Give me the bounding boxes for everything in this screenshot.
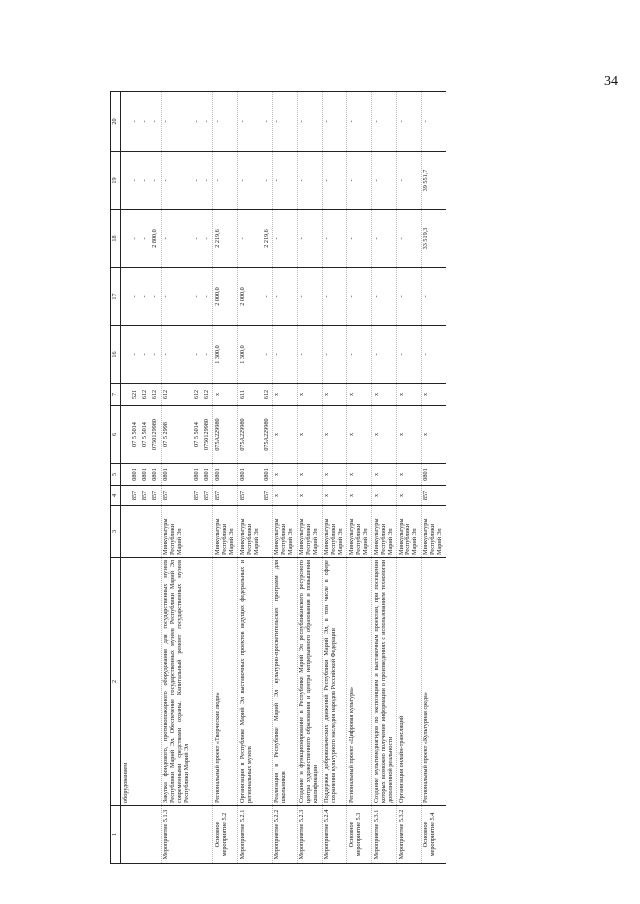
row-grbs: х	[297, 486, 322, 506]
table-row	[202, 92, 212, 864]
row-value-18: -	[238, 210, 262, 268]
row-executor: Минкультуры Республики Марий Эл	[213, 506, 238, 558]
row-code: Мероприятие 5.2.4	[322, 806, 347, 864]
row-value-16	[121, 326, 131, 384]
row-csr: 07 5 5014	[141, 406, 151, 464]
header-cell: 19	[111, 152, 121, 210]
row-value-19: -	[372, 152, 397, 210]
row-code: Основное мероприятие 5.2	[213, 806, 238, 864]
row-name: Реализация в Республике Марий Эл культурно-просветительских программ для школьников	[272, 558, 297, 806]
header-cell: 16	[111, 326, 121, 384]
row-value-16: -	[202, 326, 212, 384]
row-executor: Минкультуры Республики Марий Эл	[272, 506, 297, 558]
row-grbs: х	[347, 486, 372, 506]
row-value-19: -	[297, 152, 322, 210]
row-csr: 075A229980	[213, 406, 238, 464]
row-grbs: 857	[131, 486, 141, 506]
row-csr: х	[397, 406, 422, 464]
row-value-19: -	[397, 152, 422, 210]
row-name: Организация онлайн-трансляций	[397, 558, 422, 806]
row-value-17: -	[397, 268, 422, 326]
row-value-18: 2 219,6	[213, 210, 238, 268]
row-value-20: -	[421, 92, 445, 152]
row-executor	[193, 506, 203, 558]
header-cell: 3	[111, 506, 121, 558]
row-value-16: 1 300,0	[213, 326, 238, 384]
row-code	[121, 806, 131, 864]
row-grbs: 857	[161, 486, 192, 506]
table-row	[213, 92, 238, 864]
row-value-16: -	[347, 326, 372, 384]
row-value-17: -	[131, 268, 141, 326]
row-csr: х	[421, 406, 445, 464]
row-code	[141, 806, 151, 864]
row-value-16: -	[272, 326, 297, 384]
row-code: Мероприятие 5.2.2	[272, 806, 297, 864]
row-value-19: -	[238, 152, 262, 210]
row-rzpr: 0801	[262, 464, 272, 486]
row-name: Организация в Республике Марий Эл выставочных проектов ведущих федеральных и региональных музеев	[238, 558, 262, 806]
row-name: Создание мультимедиагидов по экспозициям и выставочным проектам, при посещении которых возможно получение информации о произведениях с использованием технологии дополненной реальности	[372, 558, 397, 806]
row-value-18: -	[141, 210, 151, 268]
row-value-19: -	[161, 152, 192, 210]
row-value-19: -	[202, 152, 212, 210]
row-value-20: -	[131, 92, 141, 152]
row-grbs: х	[397, 486, 422, 506]
row-value-16: -	[141, 326, 151, 384]
row-value-18: -	[193, 210, 203, 268]
row-vr: х	[421, 384, 445, 406]
row-value-17: -	[272, 268, 297, 326]
row-code: Мероприятие 5.3.2	[397, 806, 422, 864]
row-value-18: -	[372, 210, 397, 268]
row-value-20: -	[193, 92, 203, 152]
table-row	[161, 92, 192, 864]
row-value-18: -	[322, 210, 347, 268]
row-rzpr: 0801	[131, 464, 141, 486]
row-value-18: -	[202, 210, 212, 268]
row-code: Мероприятие 5.2.1	[238, 806, 262, 864]
row-rzpr: 0801	[161, 464, 192, 486]
row-name	[262, 558, 272, 806]
row-vr: 521	[131, 384, 141, 406]
row-value-17: -	[193, 268, 203, 326]
row-value-17: 2 000,0	[238, 268, 262, 326]
row-vr: х	[397, 384, 422, 406]
budget-table	[110, 91, 446, 864]
row-value-19: -	[131, 152, 141, 210]
row-value-17: -	[202, 268, 212, 326]
header-cell: 18	[111, 210, 121, 268]
row-value-20: -	[272, 92, 297, 152]
row-value-16: 1 300,0	[238, 326, 262, 384]
row-value-16: -	[421, 326, 445, 384]
table-row	[272, 92, 297, 864]
row-rzpr: 0801	[202, 464, 212, 486]
row-executor: Минкультуры Республики Марий Эл	[161, 506, 192, 558]
row-csr: х	[347, 406, 372, 464]
row-code: Основное мероприятие 5.4	[421, 806, 445, 864]
row-code: Мероприятие 5.2.3	[297, 806, 322, 864]
row-code: Мероприятие 5.1.3	[161, 806, 192, 864]
row-vr: х	[347, 384, 372, 406]
row-value-19: -	[322, 152, 347, 210]
table-row	[297, 92, 322, 864]
row-vr: х	[372, 384, 397, 406]
row-rzpr: х	[297, 464, 322, 486]
row-value-19	[121, 152, 131, 210]
row-rzpr: 0801	[193, 464, 203, 486]
row-executor	[131, 506, 141, 558]
row-value-17: -	[297, 268, 322, 326]
table-row	[347, 92, 372, 864]
row-value-17: -	[322, 268, 347, 326]
row-executor: Минкультуры Республики Марий Эл	[397, 506, 422, 558]
row-value-17: 2 000,0	[213, 268, 238, 326]
table-row	[421, 92, 445, 864]
row-vr: х	[213, 384, 238, 406]
table-row	[372, 92, 397, 864]
row-name	[141, 558, 151, 806]
row-value-16: -	[297, 326, 322, 384]
row-value-18: -	[131, 210, 141, 268]
row-value-18: -	[272, 210, 297, 268]
row-rzpr: х	[372, 464, 397, 486]
row-value-17: -	[262, 268, 272, 326]
row-value-19: -	[272, 152, 297, 210]
row-name: Региональный проект «Творческие люди»	[213, 558, 238, 806]
header-cell: 6	[111, 406, 121, 464]
row-value-18: -	[347, 210, 372, 268]
row-value-19: -	[347, 152, 372, 210]
row-value-18: -	[161, 210, 192, 268]
row-value-20: -	[151, 92, 161, 152]
row-value-19: 39 551,7	[421, 152, 445, 210]
row-rzpr: х	[322, 464, 347, 486]
row-csr: х	[322, 406, 347, 464]
row-vr: х	[322, 384, 347, 406]
table-body	[121, 92, 446, 864]
row-grbs: 857	[238, 486, 262, 506]
row-name: Региональный проект «Культурная среда»	[421, 558, 445, 806]
row-vr: 612	[141, 384, 151, 406]
row-code	[151, 806, 161, 864]
row-vr: х	[272, 384, 297, 406]
header-cell: 2	[111, 558, 121, 806]
table-row	[322, 92, 347, 864]
row-grbs: х	[372, 486, 397, 506]
row-value-16: -	[372, 326, 397, 384]
row-grbs: 857	[213, 486, 238, 506]
row-executor: Минкультуры Республики Марий Эл	[297, 506, 322, 558]
row-vr: 612	[262, 384, 272, 406]
row-rzpr: х	[272, 464, 297, 486]
row-executor: Минкультуры Республики Марий Эл	[322, 506, 347, 558]
row-value-16: -	[262, 326, 272, 384]
row-rzpr: х	[347, 464, 372, 486]
row-rzpr: 0801	[238, 464, 262, 486]
row-value-18: 2 800,0	[151, 210, 161, 268]
row-value-16: -	[161, 326, 192, 384]
row-rzpr: 0801	[141, 464, 151, 486]
row-csr: х	[372, 406, 397, 464]
row-csr: 0750129980	[202, 406, 212, 464]
row-csr: 07 5 5014	[131, 406, 141, 464]
row-vr	[121, 384, 131, 406]
row-value-16: -	[193, 326, 203, 384]
row-code: Основное мероприятие 5.3	[347, 806, 372, 864]
header-cell: 17	[111, 268, 121, 326]
row-value-20: -	[322, 92, 347, 152]
row-executor: Минкультуры Республики Марий Эл	[372, 506, 397, 558]
row-value-18: 33 519,3	[421, 210, 445, 268]
row-value-17: -	[347, 268, 372, 326]
header-cell: 1	[111, 806, 121, 864]
row-csr: х	[272, 406, 297, 464]
row-code	[262, 806, 272, 864]
row-value-17: -	[372, 268, 397, 326]
table-header	[111, 92, 121, 864]
row-value-20: -	[141, 92, 151, 152]
row-value-17: -	[141, 268, 151, 326]
row-value-18: -	[297, 210, 322, 268]
row-grbs: х	[272, 486, 297, 506]
row-value-17: -	[161, 268, 192, 326]
row-vr: 612	[151, 384, 161, 406]
row-value-18: -	[397, 210, 422, 268]
row-value-19: -	[141, 152, 151, 210]
row-code	[202, 806, 212, 864]
row-name: оборудованием	[121, 558, 131, 806]
row-value-20: -	[297, 92, 322, 152]
table-row	[151, 92, 161, 864]
row-rzpr: х	[397, 464, 422, 486]
row-vr: 612	[161, 384, 192, 406]
row-rzpr	[121, 464, 131, 486]
row-name	[131, 558, 141, 806]
page-number: 34	[604, 74, 618, 89]
row-value-18	[121, 210, 131, 268]
row-csr: 07 5 2998	[161, 406, 192, 464]
row-vr: 612	[193, 384, 203, 406]
row-value-20: -	[372, 92, 397, 152]
row-rzpr: 0801	[213, 464, 238, 486]
row-value-17: -	[421, 268, 445, 326]
row-name: Закупка фондового, противопожарного оборудования для государственных музеев Республики Марий Эл. Обеспечение государственных музеев Республики Марий Эл современными средствами охраны. Капитальный ремонт государственных музеев Республики Марий Эл	[161, 558, 192, 806]
row-value-16: -	[131, 326, 141, 384]
row-csr	[121, 406, 131, 464]
row-value-20: -	[262, 92, 272, 152]
row-name: Региональный проект «Цифровая культура»	[347, 558, 372, 806]
row-executor	[141, 506, 151, 558]
row-vr: 612	[202, 384, 212, 406]
row-code: Мероприятие 5.3.1	[372, 806, 397, 864]
header-cell: 20	[111, 92, 121, 152]
row-value-16: -	[322, 326, 347, 384]
row-value-17: -	[151, 268, 161, 326]
row-grbs: 857	[262, 486, 272, 506]
row-value-20: -	[238, 92, 262, 152]
row-executor	[262, 506, 272, 558]
row-value-20: -	[347, 92, 372, 152]
row-grbs	[121, 486, 131, 506]
row-value-16: -	[397, 326, 422, 384]
row-csr: 07 5 5014	[193, 406, 203, 464]
row-executor: Минкультуры Республики Марий Эл	[421, 506, 445, 558]
row-executor	[202, 506, 212, 558]
row-csr: 0750129980	[151, 406, 161, 464]
row-grbs: 857	[421, 486, 445, 506]
row-csr: 075A229980	[238, 406, 262, 464]
row-csr: 075A229980	[262, 406, 272, 464]
row-rzpr: 0801	[421, 464, 445, 486]
header-cell: 4	[111, 486, 121, 506]
row-value-20: -	[202, 92, 212, 152]
row-name: Поддержка добровольческих движений Республики Марий Эл, в том числе в сфере сохранения культурного наследия народов Российской Федерации	[322, 558, 347, 806]
row-value-17	[121, 268, 131, 326]
table-row	[131, 92, 141, 864]
row-value-19: -	[262, 152, 272, 210]
table-row	[262, 92, 272, 864]
row-value-18: 2 219,6	[262, 210, 272, 268]
row-grbs: х	[322, 486, 347, 506]
row-executor: Минкультуры Республики Марий Эл	[238, 506, 262, 558]
row-value-19: -	[213, 152, 238, 210]
rotated-table-wrapper	[110, 92, 530, 864]
row-code	[193, 806, 203, 864]
row-value-19: -	[151, 152, 161, 210]
row-name: Создание и функционирование в Республике Марий Эл республиканского ресурсного центра художественного образования и центра непрерывного образования и повышения квалификации	[297, 558, 322, 806]
table-row	[141, 92, 151, 864]
table-row	[121, 92, 131, 864]
row-grbs: 857	[151, 486, 161, 506]
row-code	[131, 806, 141, 864]
row-value-20	[121, 92, 131, 152]
table-row	[193, 92, 203, 864]
row-csr: х	[297, 406, 322, 464]
header-cell: 7	[111, 384, 121, 406]
row-executor	[151, 506, 161, 558]
row-vr: х	[297, 384, 322, 406]
table-row	[238, 92, 262, 864]
row-value-20: -	[397, 92, 422, 152]
row-grbs: 857	[193, 486, 203, 506]
header-row	[111, 92, 121, 864]
row-name	[193, 558, 203, 806]
header-cell: 5	[111, 464, 121, 486]
row-value-20: -	[213, 92, 238, 152]
row-value-19: -	[193, 152, 203, 210]
row-grbs: 857	[202, 486, 212, 506]
row-value-20: -	[161, 92, 192, 152]
row-name	[202, 558, 212, 806]
row-rzpr: 0801	[151, 464, 161, 486]
table-row	[397, 92, 422, 864]
row-name	[151, 558, 161, 806]
row-vr: 611	[238, 384, 262, 406]
row-grbs: 857	[141, 486, 151, 506]
row-value-16: -	[151, 326, 161, 384]
row-executor: Минкультуры Республики Марий Эл	[347, 506, 372, 558]
row-executor	[121, 506, 131, 558]
